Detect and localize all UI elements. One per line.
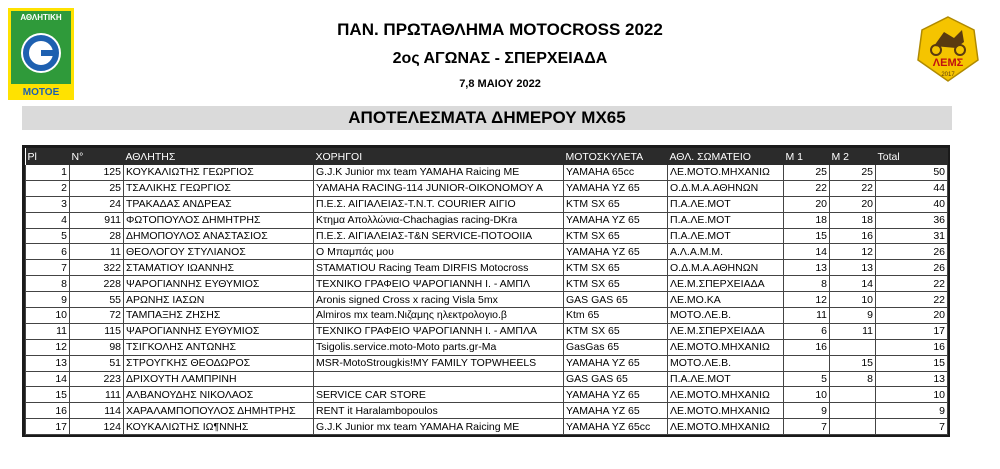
col-m2-cell: 18 [830, 212, 876, 228]
table-row [26, 180, 948, 196]
col-place-cell: 9 [26, 292, 70, 308]
col-m2-cell: 12 [830, 244, 876, 260]
col-total-cell: 17 [876, 323, 948, 339]
motoe-logo [8, 8, 74, 100]
col-number-cell: 111 [70, 387, 124, 403]
col-motorcycle-header: ΜΟΤΟΣΚΥΛΕΤΑ [565, 150, 644, 163]
col-place-cell: 10 [26, 308, 70, 324]
col-sponsors-cell: RENT it Haralambopoulos [314, 403, 564, 419]
col-sponsors-cell: G.J.K Junior mx team YAMAHA Raicing ME [314, 419, 564, 435]
col-m2-cell: 11 [830, 323, 876, 339]
col-m1-cell: 8 [784, 276, 830, 292]
col-total-cell: 31 [876, 228, 948, 244]
col-m2-cell: 15 [830, 355, 876, 371]
lems-logo [916, 16, 980, 82]
col-m1-cell: 5 [784, 371, 830, 387]
col-club-cell: ΜΟΤΟ.ΛΕ.Β. [668, 355, 784, 371]
table-row [26, 244, 948, 260]
table-row [26, 308, 948, 324]
col-total-cell: 44 [876, 180, 948, 196]
col-sponsors-cell: Κτημα Απολλώνια-Chachagias racing-DKra [314, 212, 564, 228]
col-total-cell: 15 [876, 355, 948, 371]
col-club-cell: ΛΕ.Μ.ΣΠΕΡΧΕΙΑΔΑ [668, 323, 784, 339]
col-m1-cell: 14 [784, 244, 830, 260]
table-row [26, 371, 948, 387]
col-total-cell: 7 [876, 419, 948, 435]
results-table [25, 148, 948, 435]
col-number-cell: 25 [70, 180, 124, 196]
col-m1-cell: 18 [784, 212, 830, 228]
col-m1-cell: 20 [784, 196, 830, 212]
col-athlete-cell: ΤΣΙΓΚΟΛΗΣ ΑΝΤΩΝΗΣ [124, 339, 314, 355]
col-m2-cell: 14 [830, 276, 876, 292]
col-motorcycle-cell: YAMAHA YZ 65cc [564, 419, 668, 435]
col-total-cell: 9 [876, 403, 948, 419]
col-motorcycle-cell: GasGas 65 [564, 339, 668, 355]
col-number-cell: 72 [70, 308, 124, 324]
col-m2-cell: 22 [830, 180, 876, 196]
col-motorcycle-cell: YAMAHA YZ 65 [564, 403, 668, 419]
col-number-cell: 98 [70, 339, 124, 355]
col-club-cell: Π.Α.ΛΕ.ΜΟΤ [668, 212, 784, 228]
col-m2-cell: 13 [830, 260, 876, 276]
results-table-wrapper [22, 145, 950, 437]
col-m1-cell: 6 [784, 323, 830, 339]
col-club-cell: Ο.Δ.Μ.Α.ΑΘΗΝΩΝ [668, 180, 784, 196]
col-motorcycle-cell: YAMAHA YZ 65 [564, 244, 668, 260]
col-m1-cell [784, 355, 830, 371]
col-m2-cell [830, 339, 876, 355]
col-m1-cell: 15 [784, 228, 830, 244]
col-number-header: N° [71, 150, 84, 163]
col-total-cell: 13 [876, 371, 948, 387]
col-number-cell: 911 [70, 212, 124, 228]
col-sponsors-cell: Π.Ε.Σ. ΑΙΓΙΑΛΕΙΑΣ-T&N SERVICE-ΠΟΤΟΟΙΙΑ [314, 228, 564, 244]
col-motorcycle-cell: KTM SX 65 [564, 196, 668, 212]
logo-left-bottom-text: ΜΟΤΟΕ [22, 87, 60, 98]
col-sponsors-cell: Ο Μπαμπάς μου [314, 244, 564, 260]
col-m2-cell: 25 [830, 165, 876, 180]
table-row [26, 276, 948, 292]
col-athlete-cell: ΑΛΒΑΝΟΥΔΗΣ ΝΙΚΟΛΑΟΣ [124, 387, 314, 403]
col-number-cell: 24 [70, 196, 124, 212]
col-motorcycle-cell: KTM SX 65 [564, 260, 668, 276]
col-sponsors-cell: MSR-MotoStrougkis!MY FAMILY TOPWHEELS [314, 355, 564, 371]
logo-right-year: 2017 [941, 72, 955, 78]
col-sponsors-cell: Aronis signed Cross x racing Visla 5mx [314, 292, 564, 308]
col-total-cell: 22 [876, 276, 948, 292]
col-place-cell: 8 [26, 276, 70, 292]
col-athlete-cell: ΘΕΟΛΟΓΟΥ ΣΤΥΛΙΑΝΟΣ [124, 244, 314, 260]
col-club-cell: Π.Α.ΛΕ.ΜΟΤ [668, 196, 784, 212]
col-place-cell: 3 [26, 196, 70, 212]
col-motorcycle-cell: YAMAHA YZ 65 [564, 387, 668, 403]
table-row [26, 196, 948, 212]
col-athlete-cell: ΣΤΑΜΑΤΙΟΥ ΙΩΑΝΝΗΣ [124, 260, 314, 276]
col-place-cell: 11 [26, 323, 70, 339]
col-club-cell: Π.Α.ΛΕ.ΜΟΤ [668, 228, 784, 244]
col-motorcycle-cell: KTM SX 65 [564, 228, 668, 244]
col-number-cell: 124 [70, 419, 124, 435]
col-club-cell: ΛΕ.ΜΟ.ΚΑ [668, 292, 784, 308]
col-club-cell: ΛΕ.ΜΟΤΟ.ΜΗΧΑΝΙΩ [668, 403, 784, 419]
col-total-cell: 16 [876, 339, 948, 355]
col-number-cell: 228 [70, 276, 124, 292]
col-athlete-cell: ΔΗΜΟΠΟΥΛΟΣ ΑΝΑΣΤΑΣΙΟΣ [124, 228, 314, 244]
col-athlete-cell: ΑΡΩΝΗΣ ΙΑΣΩΝ [124, 292, 314, 308]
col-m1-cell: 16 [784, 339, 830, 355]
col-m1-cell: 7 [784, 419, 830, 435]
col-club-cell: Π.Α.ΛΕ.ΜΟΤ [668, 371, 784, 387]
col-sponsors-cell: G.J.K Junior mx team YAMAHA Raicing ME [314, 165, 564, 180]
table-header-row [26, 148, 948, 165]
col-number-cell: 115 [70, 323, 124, 339]
col-athlete-cell: ΧΑΡΑΛΑΜΠΟΠΟΥΛΟΣ ΔΗΜΗΤΡΗΣ [124, 403, 314, 419]
col-m1-cell: 22 [784, 180, 830, 196]
col-athlete-cell: ΨΑΡΟΓΙΑΝΝΗΣ ΕΥΘΥΜΙΟΣ [124, 323, 314, 339]
col-athlete-cell: ΚΟΥΚΑΛΙΩΤΗΣ ΙΩ¶ΝΝΗΣ [124, 419, 314, 435]
col-sponsors-cell: ΤΕΧΝΙΚΟ ΓΡΑΦΕΙΟ ΨΑΡΟΓΙΑΝΝΗ Ι. - ΑΜΠΛ [314, 276, 564, 292]
col-place-cell: 16 [26, 403, 70, 419]
col-sponsors-cell: YAMAHA RACING-114 JUNIOR-ΟΙΚΟΝΟΜΟΥ Α [314, 180, 564, 196]
col-motorcycle-cell: YAMAHA YZ 65 [564, 212, 668, 228]
col-athlete-cell: ΚΟΥΚΑΛΙΩΤΗΣ ΓΕΩΡΓΙΟΣ [124, 165, 314, 180]
col-motorcycle-cell: YAMAHA YZ 65 [564, 355, 668, 371]
col-place-header: Pl [27, 150, 37, 163]
table-row [26, 323, 948, 339]
col-m1-cell: 25 [784, 165, 830, 180]
col-number-cell: 125 [70, 165, 124, 180]
col-m1-cell: 11 [784, 308, 830, 324]
col-place-cell: 7 [26, 260, 70, 276]
championship-title: ΠΑΝ. ΠΡΩΤΑΘΛΗΜΑ MOTOCROSS 2022 [337, 20, 663, 39]
col-motorcycle-cell: GAS GAS 65 [564, 292, 668, 308]
col-m2-cell [830, 387, 876, 403]
section-band [22, 106, 952, 130]
col-sponsors-cell [314, 371, 564, 387]
col-m1-cell: 13 [784, 260, 830, 276]
col-total-cell: 26 [876, 244, 948, 260]
col-total-cell: 20 [876, 308, 948, 324]
col-place-cell: 1 [26, 165, 70, 180]
col-motorcycle-cell: KTM SX 65 [564, 276, 668, 292]
col-number-cell: 322 [70, 260, 124, 276]
col-number-cell: 55 [70, 292, 124, 308]
col-sponsors-cell: Π.Ε.Σ. ΑΙΓΙΑΛΕΙΑΣ-Τ.Ν.Τ. COURIER ΑΙΓΙΟ [314, 196, 564, 212]
col-total-cell: 40 [876, 196, 948, 212]
table-body [26, 165, 948, 435]
col-athlete-header: ΑΘΛΗΤΗΣ [125, 150, 176, 163]
col-total-header: Total [877, 150, 900, 163]
col-place-cell: 6 [26, 244, 70, 260]
col-place-cell: 17 [26, 419, 70, 435]
col-m1-header: M 1 [785, 150, 804, 163]
col-number-cell: 11 [70, 244, 124, 260]
col-club-cell: ΛΕ.ΜΟΤΟ.ΜΗΧΑΝΙΩ [668, 387, 784, 403]
col-sponsors-cell: SERVICE CAR STORE [314, 387, 564, 403]
col-sponsors-cell: ΤΕΧΝΙΚΟ ΓΡΑΦΕΙΟ ΨΑΡΟΓΙΑΝΝΗ Ι. - ΑΜΠΛΑ [314, 323, 564, 339]
col-motorcycle-cell: Ktm 65 [564, 308, 668, 324]
col-m2-cell: 9 [830, 308, 876, 324]
col-sponsors-cell: Almiros mx team.Νιζαμης ηλεκτρολογιο.β [314, 308, 564, 324]
col-m2-cell [830, 403, 876, 419]
table-row [26, 355, 948, 371]
table-row [26, 292, 948, 308]
col-number-cell: 51 [70, 355, 124, 371]
col-m2-cell [830, 419, 876, 435]
col-total-cell: 22 [876, 292, 948, 308]
logo-right-text: ΛΕΜΣ [932, 57, 964, 69]
col-club-cell: ΛΕ.ΜΟΤΟ.ΜΗΧΑΝΙΩ [668, 419, 784, 435]
table-row [26, 165, 948, 180]
col-place-cell: 2 [26, 180, 70, 196]
col-sponsors-cell: Tsigolis.service.moto-Moto parts.gr-Ma [314, 339, 564, 355]
col-number-cell: 223 [70, 371, 124, 387]
table-row [26, 419, 948, 435]
col-m2-cell: 10 [830, 292, 876, 308]
table-row [26, 212, 948, 228]
col-place-cell: 5 [26, 228, 70, 244]
table-row [26, 403, 948, 419]
col-athlete-cell: ΣΤΡΟΥΓΚΗΣ ΘΕΟΔΩΡΟΣ [124, 355, 314, 371]
col-sponsors-header: ΧΟΡΗΓΟΙ [315, 150, 363, 163]
race-date: 7,8 ΜΑΙΟΥ 2022 [459, 78, 541, 90]
col-club-cell: ΛΕ.ΜΟΤΟ.ΜΗΧΑΝΙΩ [668, 339, 784, 355]
col-club-cell: Ο.Δ.Μ.Α.ΑΘΗΝΩΝ [668, 260, 784, 276]
col-place-cell: 12 [26, 339, 70, 355]
col-m2-cell: 20 [830, 196, 876, 212]
col-club-cell: ΜΟΤΟ.ΛΕ.Β. [668, 308, 784, 324]
col-motorcycle-cell: YAMAHA 65cc [564, 165, 668, 180]
col-place-cell: 14 [26, 371, 70, 387]
col-athlete-cell: ΤΑΜΠΑΞΗΣ ΖΗΣΗΣ [124, 308, 314, 324]
logo-left-top-text: ΑΘΛΗΤΙΚΗ [20, 13, 62, 22]
col-total-cell: 26 [876, 260, 948, 276]
col-m1-cell: 9 [784, 403, 830, 419]
table-row [26, 260, 948, 276]
col-place-cell: 4 [26, 212, 70, 228]
col-m2-cell: 8 [830, 371, 876, 387]
col-sponsors-cell: STAMATIOU Racing Team DIRFIS Motocross [314, 260, 564, 276]
col-motorcycle-cell: KTM SX 65 [564, 323, 668, 339]
col-total-cell: 10 [876, 387, 948, 403]
table-row [26, 228, 948, 244]
table-row [26, 387, 948, 403]
col-club-cell: Α.Λ.Α.Μ.Μ. [668, 244, 784, 260]
col-place-cell: 15 [26, 387, 70, 403]
col-number-cell: 114 [70, 403, 124, 419]
col-athlete-cell: ΦΩΤΟΠΟΥΛΟΣ ΔΗΜΗΤΡΗΣ [124, 212, 314, 228]
table-row [26, 339, 948, 355]
col-total-cell: 50 [876, 165, 948, 180]
col-motorcycle-cell: GAS GAS 65 [564, 371, 668, 387]
col-m2-header: M 2 [831, 150, 850, 163]
col-m1-cell: 10 [784, 387, 830, 403]
col-athlete-cell: ΨΑΡΟΓΙΑΝΝΗΣ ΕΥΘΥΜΙΟΣ [124, 276, 314, 292]
col-motorcycle-cell: YAMAHA YZ 65 [564, 180, 668, 196]
col-m1-cell: 12 [784, 292, 830, 308]
col-total-cell: 36 [876, 212, 948, 228]
col-number-cell: 28 [70, 228, 124, 244]
col-club-header: ΑΘΛ. ΣΩΜΑΤΕΙΟ [669, 150, 751, 163]
col-place-cell: 13 [26, 355, 70, 371]
col-club-cell: ΛΕ.Μ.ΣΠΕΡΧΕΙΑΔΑ [668, 276, 784, 292]
race-title: 2ος ΑΓΩΝΑΣ - ΣΠΕΡΧΕΙΑΔΑ [392, 50, 608, 67]
col-athlete-cell: ΤΣΑΛΙΚΗΣ ΓΕΩΡΓΙΟΣ [124, 180, 314, 196]
col-athlete-cell: ΤΡΑΚΑΔΑΣ ΑΝΔΡΕΑΣ [124, 196, 314, 212]
col-athlete-cell: ΔΡΙΧΟΥΤΗ ΛΑΜΠΡΙΝΗ [124, 371, 314, 387]
col-m2-cell: 16 [830, 228, 876, 244]
col-club-cell: ΛΕ.ΜΟΤΟ.ΜΗΧΑΝΙΩ [668, 165, 784, 180]
section-title: ΑΠΟΤΕΛΕΣΜΑΤΑ ΔΗΜΕΡΟΥ MX65 [348, 108, 626, 127]
